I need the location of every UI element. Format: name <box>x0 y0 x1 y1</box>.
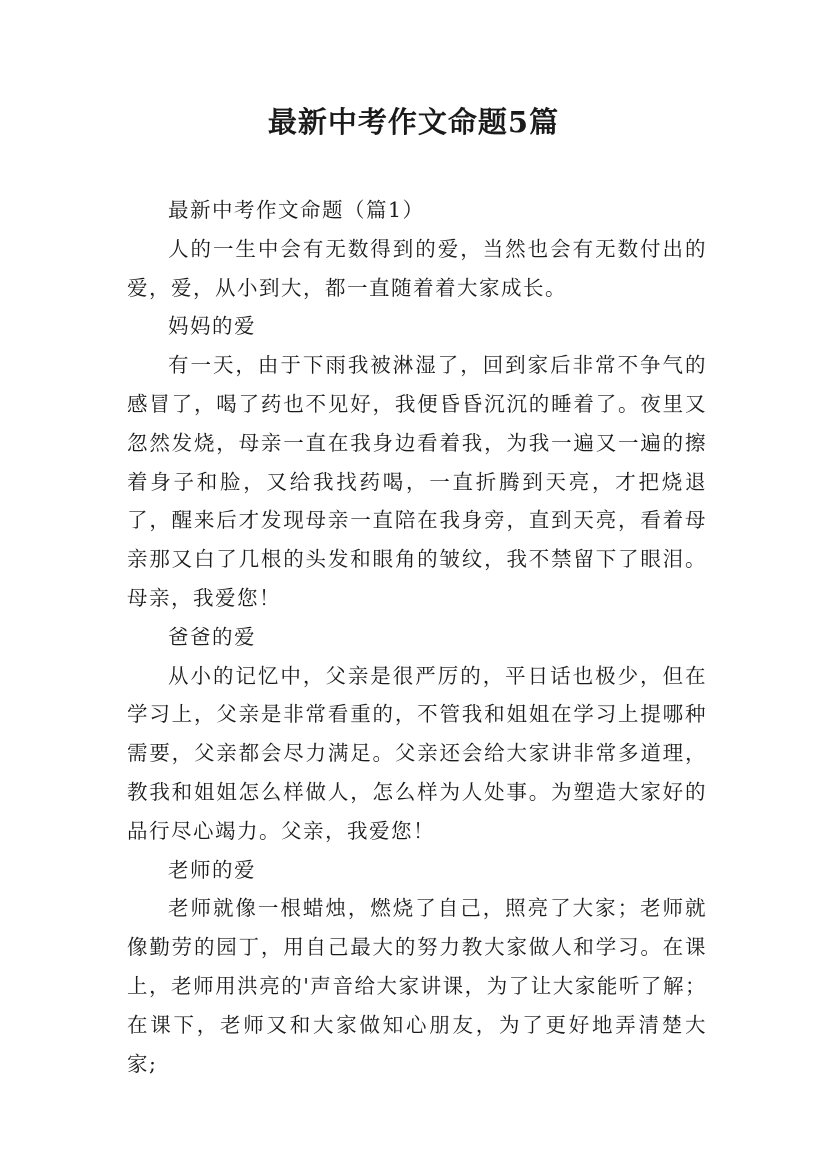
heading-teacher-love: 老师的爱 <box>168 857 256 882</box>
heading-mother-love: 妈妈的爱 <box>168 314 256 339</box>
paragraph-teacher-love: 老师就像一根蜡烛，燃烧了自己，照亮了大家；老师就像勤劳的园丁，用自己最大的努力教大家做人和学习。在课上，老师用洪亮的'声音给大家讲课，为了让大家能听了解；在课下，老师又和大家做知心朋友，为了更好地弄清楚大家; <box>127 896 707 1076</box>
heading-father-love: 爸爸的爱 <box>168 624 256 649</box>
document-body <box>127 191 707 1083</box>
paragraph-mother-love: 有一天，由于下雨我被淋湿了，回到家后非常不争气的感冒了，喝了药也不见好，我便昏昏沉沉的睡着了。夜里又忽然发烧，母亲一直在我身边看着我，为我一遍又一遍的擦着身子和脸，又给我找药喝，一直折腾到天亮，才把烧退了，醒来后才发现母亲一直陪在我身旁，直到天亮，看着母亲那又白了几根的头发和眼角的皱纹，我不禁留下了眼泪。母亲，我爱您！ <box>127 353 707 610</box>
intro-paragraph: 人的一生中会有无数得到的爱，当然也会有无数付出的爱，爱，从小到大，都一直随着着大家成长。 <box>127 236 707 300</box>
document-title: 最新中考作文命题5篇 <box>267 105 560 139</box>
section-title: 最新中考作文命题（篇1） <box>168 198 425 222</box>
paragraph-father-love: 从小的记忆中，父亲是很严厉的，平日话也极少，但在学习上，父亲是非常看重的，不管我和姐姐在学习上提哪种需要，父亲都会尽力满足。父亲还会给大家讲非常多道理，教我和姐姐怎么样做人，怎么样为人处事。为塑造大家好的品行尽心竭力。父亲，我爱您！ <box>127 663 707 843</box>
